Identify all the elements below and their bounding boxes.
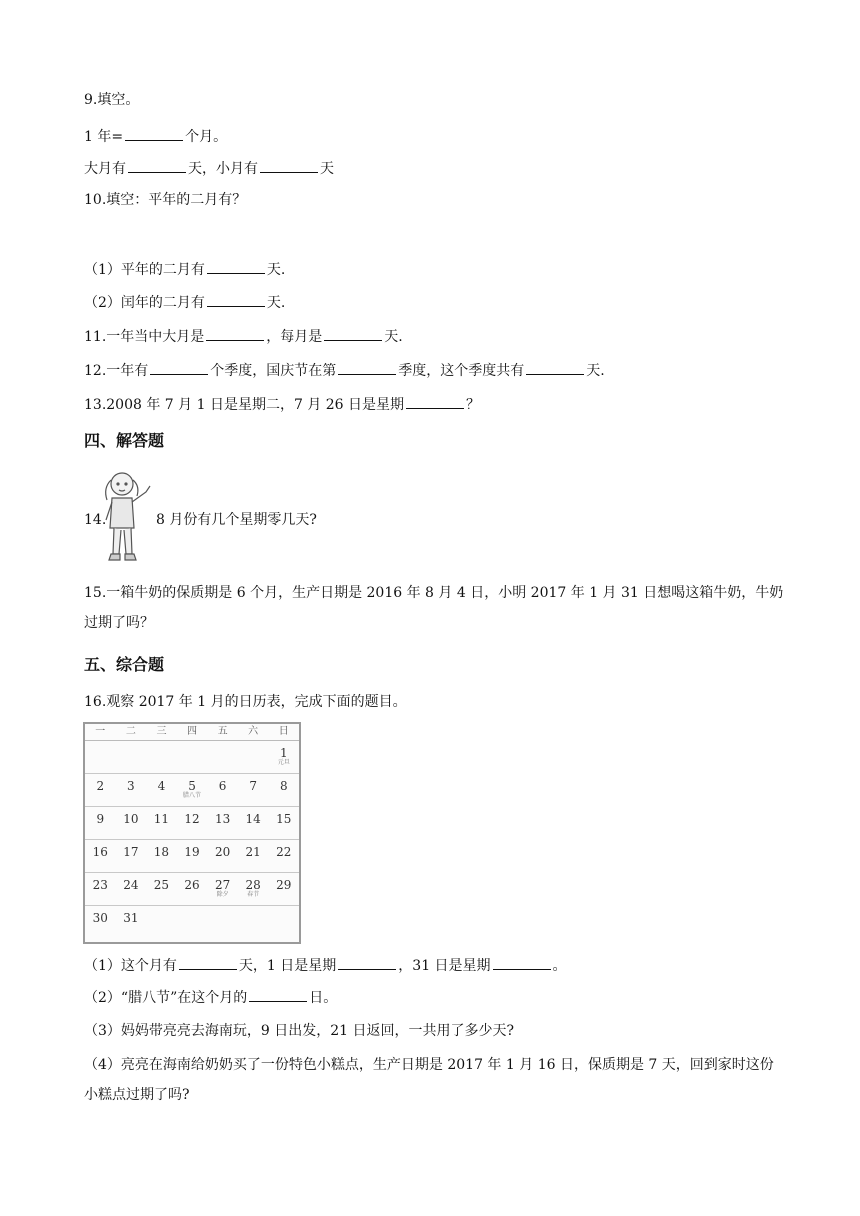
calendar-day-number: 30 (92, 911, 108, 925)
calendar-day-cell (177, 873, 208, 905)
q11-b: ，每月是 (266, 329, 323, 345)
calendar-day-cell (85, 741, 116, 773)
q14-text: 8 月份有几个星期零几天? (156, 512, 317, 528)
weekday-label: 四 (187, 726, 198, 737)
calendar-table (83, 722, 301, 944)
calendar-day-number: 3 (127, 779, 135, 793)
calendar-day-number: 26 (184, 878, 200, 892)
calendar-day-cell (146, 774, 177, 806)
calendar-day-cell (207, 807, 238, 839)
calendar-day-number: 4 (157, 779, 166, 793)
q9-title: 9.填空。 (84, 92, 140, 108)
calendar-day-cell (116, 807, 147, 839)
calendar-day-number: 16 (92, 845, 108, 859)
answer-blank[interactable] (179, 955, 237, 970)
weekday-label: 六 (248, 726, 259, 737)
answer-blank[interactable] (207, 259, 265, 274)
q10-sub2-b: 天. (266, 295, 286, 311)
calendar-day-cell (146, 840, 177, 872)
calendar-day-cell (238, 840, 269, 872)
answer-blank[interactable] (150, 360, 208, 375)
calendar-day-number: 13 (214, 812, 231, 826)
calendar-day-cell (85, 840, 116, 872)
calendar-holiday-note: 除夕 (216, 891, 229, 898)
q16-sub2-a: （2）“腊八节”在这个月的 (84, 990, 248, 1006)
answer-blank[interactable] (249, 987, 307, 1002)
q12-a: 12.一年有 (84, 363, 149, 379)
calendar-day-cell (207, 741, 238, 773)
q16-sub1-b: 天，1 日是星期 (238, 958, 337, 974)
calendar-day-number: 12 (184, 812, 200, 826)
q16-sub4: （4）亮亮在海南给奶奶买了一份特色小糕点，生产日期是 2017 年 1 月 16 日，保质期是 7 天，回到家时这份小糕点过期了吗? (84, 1057, 774, 1103)
calendar-day-cell (116, 873, 147, 905)
calendar-week-row (85, 906, 299, 938)
calendar-day-cell (268, 906, 299, 938)
weekday-label: 二 (125, 726, 136, 737)
section-heading-5: 五、综合题 (84, 655, 165, 674)
calendar-day-cell (207, 774, 238, 806)
q16-sub2-b: 日。 (309, 990, 338, 1006)
calendar-holiday-note: 春节 (247, 891, 260, 898)
girl-illustration-icon (100, 470, 156, 566)
answer-blank[interactable] (128, 158, 186, 173)
weekday-label: 五 (217, 726, 228, 737)
q10-sub1-b: 天. (266, 262, 286, 278)
answer-blank[interactable] (125, 126, 183, 141)
calendar-day-cell (238, 906, 269, 938)
calendar-day-cell (146, 807, 177, 839)
calendar-day-number: 7 (249, 779, 257, 793)
q12 (84, 360, 605, 381)
calendar-day-cell (116, 774, 147, 806)
calendar-day-number: 23 (92, 878, 108, 892)
q9-line2-b: 天，小月有 (188, 161, 258, 177)
calendar-day-cell (268, 807, 299, 839)
calendar-day-cell (85, 873, 116, 905)
calendar-day-number: 28 (245, 878, 261, 892)
q9-line2 (84, 158, 334, 179)
calendar-day-number: 31 (123, 911, 139, 925)
q13-a: 13.2008 年 7 月 1 日是星期二，7 月 26 日是星期 (84, 397, 405, 413)
q16-sub1-a: （1）这个月有 (84, 958, 177, 974)
answer-blank[interactable] (338, 360, 396, 375)
calendar-day-cell (177, 840, 208, 872)
calendar-day-cell (207, 873, 238, 905)
q10-sub1 (84, 259, 285, 280)
calendar-day-cell (146, 741, 177, 773)
answer-blank[interactable] (406, 394, 464, 409)
answer-blank[interactable] (207, 292, 265, 307)
calendar-day-number: 17 (123, 845, 139, 859)
calendar-day-number: 27 (214, 878, 231, 892)
answer-blank[interactable] (526, 360, 584, 375)
calendar-day-number: 5 (188, 779, 196, 793)
answer-blank[interactable] (493, 955, 551, 970)
q10-sub1-a: （1）平年的二月有 (84, 262, 205, 278)
calendar-day-cell (238, 807, 269, 839)
q16-sub3: （3）妈妈带亮亮去海南玩，9 日出发，21 日返回，一共用了多少天? (84, 1023, 515, 1039)
calendar-day-number: 2 (96, 779, 105, 793)
calendar-day-cell (177, 741, 208, 773)
calendar-day-cell (238, 873, 269, 905)
calendar-day-cell (268, 741, 299, 773)
q11-a: 11.一年当中大月是 (84, 329, 205, 345)
q16-sub1-c: ，31 日是星期 (398, 958, 491, 974)
answer-blank[interactable] (206, 326, 264, 341)
calendar-day-number: 18 (153, 845, 170, 859)
calendar-day-cell (268, 774, 299, 806)
q12-c: 季度，这个季度共有 (398, 363, 525, 379)
calendar-day-number: 9 (96, 812, 105, 826)
q9-line1-b: 个月。 (185, 129, 228, 145)
calendar-day-number: 14 (245, 812, 261, 826)
calendar-day-cell (177, 774, 208, 806)
calendar-day-cell (207, 840, 238, 872)
calendar-day-number: 10 (123, 812, 139, 826)
calendar-day-cell (268, 840, 299, 872)
calendar-day-number: 19 (184, 845, 200, 859)
q9-line2-c: 天 (320, 161, 334, 177)
section-heading-4: 四、解答题 (84, 431, 165, 450)
calendar-day-cell (85, 774, 116, 806)
weekday-label: 日 (278, 726, 289, 737)
calendar-day-cell (85, 807, 116, 839)
calendar-day-cell (146, 873, 177, 905)
calendar-week-row (85, 774, 299, 807)
q16-sub1-d: 。 (552, 958, 567, 974)
calendar-day-cell (116, 840, 147, 872)
calendar-day-number: 11 (153, 812, 170, 826)
q10-title: 10.填空：平年的二月有？ (84, 192, 247, 208)
q9-line1 (84, 126, 227, 147)
weekday-label: 三 (156, 726, 167, 737)
q10-sub2 (84, 292, 285, 313)
calendar-day-number: 20 (214, 845, 231, 859)
calendar-day-number: 8 (279, 779, 288, 793)
q11-c: 天. (384, 329, 403, 345)
calendar-day-cell (116, 741, 147, 773)
calendar-day-cell (177, 906, 208, 938)
calendar-day-cell (238, 741, 269, 773)
q15-text: 15.一箱牛奶的保质期是 6 个月，生产日期是 2016 年 8 月 4 日，小明 2017 年 1 月 31 日想喝这箱牛奶，牛奶过期了吗？ (84, 585, 784, 631)
q9-line1-a: 1 年= (84, 129, 124, 145)
weekday-label: 一 (95, 726, 106, 737)
answer-blank[interactable] (324, 326, 382, 341)
calendar-week-row (85, 873, 299, 906)
calendar-day-number: 15 (276, 812, 292, 826)
q13-b: ？ (466, 397, 481, 413)
calendar-week-row (85, 840, 299, 873)
calendar-week-row (85, 807, 299, 840)
calendar-day-cell (177, 807, 208, 839)
calendar-day-number: 25 (153, 878, 170, 892)
q13 (84, 394, 480, 415)
answer-blank[interactable] (338, 955, 396, 970)
calendar-day-number: 21 (245, 845, 261, 859)
calendar-holiday-note: 元旦 (277, 759, 290, 766)
calendar-day-number: 24 (123, 878, 139, 892)
calendar-body (85, 741, 299, 938)
calendar-holiday-note: 腊八节 (183, 792, 202, 799)
calendar-weekday-header (85, 724, 299, 741)
q12-b: 个季度，国庆节在第 (210, 363, 337, 379)
calendar-day-cell (207, 906, 238, 938)
calendar-week-row (85, 741, 299, 774)
calendar-day-number: 29 (276, 878, 292, 892)
q16-title: 16.观察 2017 年 1 月的日历表，完成下面的题目。 (84, 694, 407, 710)
calendar-day-number: 6 (218, 779, 227, 793)
calendar-day-cell (268, 873, 299, 905)
calendar-day-number: 22 (276, 845, 292, 859)
q12-d: 天. (586, 363, 605, 379)
answer-blank[interactable] (260, 158, 318, 173)
q10-sub2-a: （2）闰年的二月有 (84, 295, 205, 311)
calendar-day-cell (116, 906, 147, 938)
calendar-day-cell (146, 906, 177, 938)
calendar-day-cell (238, 774, 269, 806)
q11 (84, 326, 403, 347)
q16-sub2 (84, 987, 337, 1008)
q16-sub1 (84, 955, 567, 976)
calendar-day-number: 1 (279, 746, 288, 760)
q14-number: 14. (84, 512, 107, 528)
calendar-day-cell (85, 906, 116, 938)
q9-line2-a: 大月有 (84, 161, 126, 177)
